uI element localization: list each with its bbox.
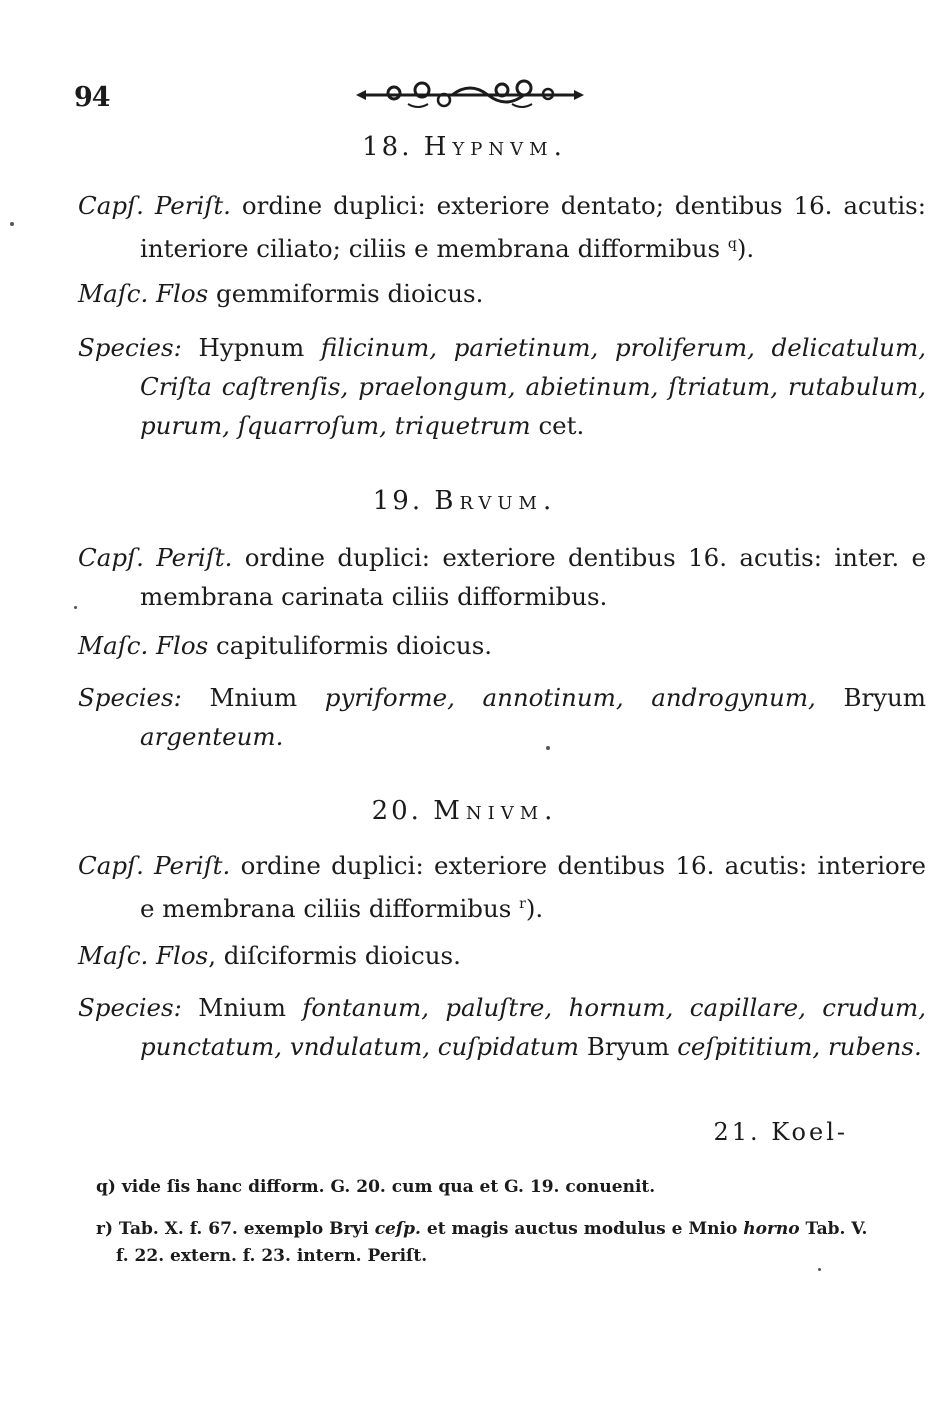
species-label: Species: (78, 993, 182, 1022)
heading-name: Mnivm. (433, 796, 559, 826)
flower-label: Maſc. Flos (78, 279, 209, 308)
species-paragraph-20 (78, 988, 926, 1066)
species-paragraph-19 (78, 678, 926, 756)
flower-paragraph-19 (78, 626, 926, 665)
footnote-text-b: et magis auctus modulus e Mnio (420, 1219, 744, 1239)
species-intro: Mnium (198, 993, 286, 1022)
flower-paragraph-18 (78, 274, 926, 313)
species-list: fontanum, paluſtre, hornum, capillare, crudum, punctatum, vndulatum, cuſpidatum (140, 993, 926, 1061)
flower-label: Maſc. Flos (78, 631, 209, 660)
heading-number: 19. (372, 486, 424, 516)
catchword: 21. Koel- (713, 1118, 848, 1146)
footnote-r (96, 1216, 876, 1270)
print-speck (74, 606, 77, 609)
heading-number: 20. (371, 796, 422, 826)
capsule-paragraph-18 (78, 186, 926, 268)
flower-label: Maſc. Flos (78, 941, 209, 970)
flower-text: gemmiformis dioicus. (208, 279, 484, 308)
ornament-icon (352, 78, 588, 112)
page-number: 94 (74, 82, 110, 113)
flower-paragraph-20 (78, 936, 926, 975)
footnote-text-c: Tab. V. f. 22. extern. f. 23. intern. Periſt. (116, 1219, 868, 1266)
footnote-text-a: Tab. X. f. 67. exemplo Bryi (118, 1219, 375, 1239)
species-list-2: ceſpititium, rubens. (677, 1032, 922, 1061)
footnote-ref: r (519, 896, 526, 912)
species-list: filicinum, parietinum, proliferum, delicatulum, Criſta caſtrenſis, praelongum, abietinum, ſtriatum, rutabulum, purum, ſquarroſum, triquetrum (140, 333, 926, 440)
print-speck (10, 222, 14, 226)
print-speck (818, 1268, 821, 1271)
species-paragraph-18 (78, 328, 926, 445)
species-mid: Bryum (579, 1032, 678, 1061)
species-mid: Bryum (815, 683, 927, 712)
species-list: pyriforme, annotinum, androgynum, (324, 683, 816, 712)
footnote-q (96, 1174, 876, 1201)
section-heading-18 (0, 132, 930, 162)
print-speck (546, 746, 550, 750)
capsule-paragraph-19 (78, 538, 926, 616)
capsule-text: ordine duplici: exteriore dentibus 16. acutis: inter. e membrana carinata ciliis difformibus. (140, 543, 926, 611)
species-tail: cet. (530, 411, 585, 440)
heading-name: Hypnvm. (423, 132, 568, 162)
flower-text: , diſciformis dioicus. (208, 941, 461, 970)
footnote-text: vide ſis hanc difform. G. 20. cum qua et G. 19. conuenit. (121, 1177, 656, 1197)
species-intro: Hypnum (198, 333, 305, 362)
section-heading-20 (0, 796, 930, 826)
species-list-2: argenteum. (140, 722, 284, 751)
capsule-text: ordine duplici: exteriore dentato; dentibus 16. acutis: interiore ciliato; ciliis e membrana difformibus (140, 191, 927, 264)
flower-text: capituliformis dioicus. (208, 631, 493, 660)
footnote-italic-b: horno (743, 1219, 800, 1239)
capsule-tail: ). (736, 234, 755, 264)
footnote-mark: r) (96, 1219, 113, 1239)
species-label: Species: (78, 683, 182, 712)
capsule-tail: ). (525, 894, 544, 924)
capsule-label: Capſ. Periſt. (78, 543, 233, 572)
species-label: Species: (78, 333, 182, 362)
footnote-mark: q) (96, 1177, 116, 1197)
species-intro: Mnium (209, 683, 298, 712)
footnote-ref: q (727, 236, 737, 252)
capsule-text: ordine duplici: exteriore dentibus 16. acutis: interiore e membrana ciliis difformibus (140, 851, 926, 924)
capsule-label: Capſ. Periſt. (78, 851, 231, 880)
capsule-paragraph-20 (78, 846, 926, 928)
section-heading-19 (0, 486, 930, 516)
footnote-italic-a: ceſp. (374, 1219, 421, 1239)
heading-name: Brvum. (434, 486, 558, 516)
heading-number: 18. (362, 132, 413, 162)
capsule-label: Capſ. Periſt. (78, 191, 231, 220)
